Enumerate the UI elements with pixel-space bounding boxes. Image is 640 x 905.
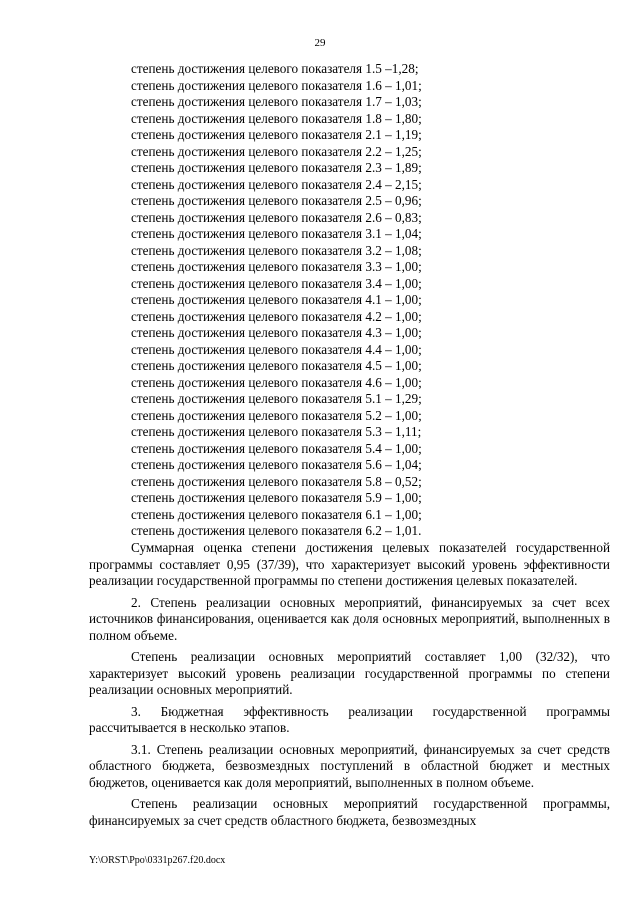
- indicator-item: степень достижения целевого показателя 1.6 – 1,01;: [131, 77, 422, 93]
- indicator-item: степень достижения целевого показателя 1.5 –1,28;: [131, 61, 419, 76]
- indicator-item: степень достижения целевого показателя 2.2 – 1,25;: [131, 143, 422, 159]
- indicator-item: степень достижения целевого показателя 5.4 – 1,00;: [131, 440, 422, 456]
- page-number: 29: [314, 37, 326, 49]
- indicator-item: степень достижения целевого показателя 3.2 – 1,08;: [131, 242, 422, 258]
- indicator-item: степень достижения целевого показателя 2.4 – 2,15;: [131, 176, 422, 192]
- paragraph-budget-efficiency: 3. Бюджетная эффективность реализации государственной программы рассчитывается в несколько этапов.: [89, 703, 610, 735]
- indicator-list: [131, 61, 551, 540]
- indicator-item: степень достижения целевого показателя 6.2 – 1,01.: [131, 523, 422, 538]
- indicator-item: степень достижения целевого показателя 4.6 – 1,00;: [131, 374, 422, 390]
- paragraph-summary: Суммарная оценка степени достижения целевых показателей государственной программы составляет 0,95 (37/39), что характеризует высокий уровень эффективности реализации государственной программы по степени достижения целевых показателей.: [89, 540, 610, 588]
- indicator-item: степень достижения целевого показателя 5.6 – 1,04;: [131, 457, 422, 472]
- indicator-item: степень достижения целевого показателя 3.4 – 1,00;: [131, 275, 422, 291]
- indicator-item: степень достижения целевого показателя 4.5 – 1,00;: [131, 358, 422, 373]
- indicator-item: степень достижения целевого показателя 2.1 – 1,19;: [131, 127, 422, 142]
- indicator-item: степень достижения целевого показателя 4.4 – 1,00;: [131, 341, 422, 357]
- indicator-item: степень достижения целевого показателя 1.7 – 1,03;: [131, 94, 422, 109]
- paragraph-budget-activities-continued: Степень реализации основных мероприятий государственной программы, финансируемых за счет средств областного бюджета, безвозмездных: [89, 796, 610, 828]
- indicator-item: степень достижения целевого показателя 4.2 – 1,00;: [131, 308, 422, 324]
- paragraph-budget-activities: 3.1. Степень реализации основных мероприятий, финансируемых за счет средств областного бюджета, безвозмездных поступлений в областной бюджет и местных бюджетов, оценивается как доля мероприятий, выполненных в полном объеме.: [89, 741, 610, 790]
- indicator-item: степень достижения целевого показателя 2.5 – 0,96;: [131, 193, 422, 208]
- indicator-item: степень достижения целевого показателя 5.8 – 0,52;: [131, 473, 422, 489]
- indicator-item: степень достижения целевого показателя 1.8 – 1,80;: [131, 110, 422, 126]
- paragraph-activities: 2. Степень реализации основных мероприятий, финансируемых за счет всех источников финансирования, оценивается как доля основных мероприятий, выполненных в полном объеме.: [89, 594, 610, 643]
- indicator-item: степень достижения целевого показателя 2.6 – 0,83;: [131, 209, 422, 225]
- body-text: [89, 540, 610, 834]
- indicator-item: степень достижения целевого показателя 5.1 – 1,29;: [131, 391, 422, 406]
- indicator-item: степень достижения целевого показателя 3.3 – 1,00;: [131, 259, 422, 274]
- indicator-item: степень достижения целевого показателя 4.1 – 1,00;: [131, 292, 422, 307]
- indicator-item: степень достижения целевого показателя 5.2 – 1,00;: [131, 407, 422, 423]
- paragraph-activities-result: Степень реализации основных мероприятий составляет 1,00 (32/32), что характеризует высокий уровень реализации государственной программы по степени реализации основных мероприятий.: [89, 649, 610, 697]
- indicator-item: степень достижения целевого показателя 6.1 – 1,00;: [131, 506, 422, 522]
- indicator-item: степень достижения целевого показателя 4.3 – 1,00;: [131, 325, 422, 340]
- indicator-item: степень достижения целевого показателя 5.3 – 1,11;: [131, 424, 422, 439]
- indicator-item: степень достижения целевого показателя 5.9 – 1,00;: [131, 490, 422, 505]
- file-path-footer: Y:\ORST\Ppo\0331p267.f20.docx: [89, 855, 226, 866]
- indicator-item: степень достижения целевого показателя 3.1 – 1,04;: [131, 226, 422, 241]
- indicator-item: степень достижения целевого показателя 2.3 – 1,89;: [131, 160, 422, 175]
